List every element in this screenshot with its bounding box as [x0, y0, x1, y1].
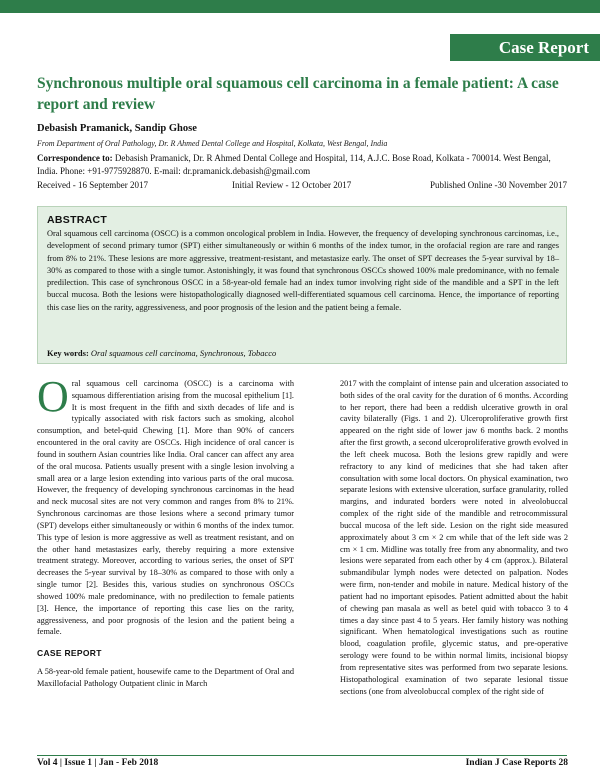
keywords	[47, 348, 276, 358]
published-date: Published Online -30 November 2017	[430, 180, 567, 190]
article-authors: Debasish Pramanick, Sandip Ghose	[37, 123, 197, 134]
review-date: Initial Review - 12 October 2017	[232, 180, 352, 190]
body-column-left	[37, 372, 294, 690]
page-header	[0, 0, 600, 66]
correspondence	[37, 152, 567, 178]
received-date: Received - 16 September 2017	[37, 180, 148, 190]
article-dates	[37, 180, 567, 192]
footer-journal-page: Indian J Case Reports 28	[465, 758, 568, 768]
case-continued-paragraph: 2017 with the complaint of intense pain and ulceration associated to both sides of the oral cavity for the duration of 6 months. According to her report, there had been a reddish ulcerative growth in oral cavity bilaterally (Figs. 1 and 2). Ulceroproliferative growth first appeared on the right side of lower jaw 6 months back. 2 months after the first growth, a second ulceroproliferative growth evolved in the left cheek mucosa. Both the lesions grew rapidly and were refractory to any kind of medicines that she had taken after consultation with some local doctors. On physical examination, two separate lesions with extensive ulceration, surface granularity, rolled margins, and indurated borders were noted in alveolobuccal complex of the right side of the mandible and retrocommissural buccal mucosa of the left side. Lesion on the right side measured approximately about 3 cm × 2 cm while that of the left side was 2 cm × 1 cm. Midline was totally free from any abnormality, and two lesions were separated from each other by 4 cm (approx.). Bilateral submandibular lymph nodes were detected on palpation. Nodes were firm, non-tender and mobile in nature. Medical history of the patient had no important episodes. Patient admitted about the habit of chewing pan masala as well as betel quid with tobacco 3 to 4 times a day since past 4 to 5 years. Her family history was nothing significant. When hematological investigations such as routine blood, coagulation profile, glycemic status, and pre-operative serology were found to be within normal limits, incisional biopsy from representative sites was performed from two separate lesions. Histopathological examination of two separate lesional tissue sections (one from alveolobuccal complex of the right side of	[340, 379, 568, 696]
case-paragraph: A 58-year-old female patient, housewife came to the Department of Oral and Maxillofacial Pathology Outpatient clinic in March	[37, 667, 294, 688]
body-column-right	[340, 378, 568, 697]
article-title: Synchronous multiple oral squamous cell carcinoma in a female patient: A case report and review	[37, 75, 559, 113]
case-report-heading: CASE REPORT	[37, 648, 102, 659]
author-affiliation: From Department of Oral Pathology, Dr. R Ahmed Dental College and Hospital, Kolkata, West Bengal, India	[37, 139, 388, 148]
header-color-band	[0, 0, 600, 13]
abstract-box	[37, 206, 567, 364]
correspondence-text: Debasish Pramanick, Dr. R Ahmed Dental College and Hospital, 114, A.J.C. Bose Road, Kolkata - 700014. West Bengal, India. Phone: +91-9775928870. E-mail: dr.pramanick.debasish@gmail.com	[37, 153, 551, 176]
keywords-label: Key words:	[47, 348, 89, 358]
correspondence-label: Correspondence to:	[37, 153, 113, 163]
intro-paragraph	[37, 372, 294, 638]
section-label: Case Report	[450, 34, 600, 61]
drop-cap: O	[37, 372, 69, 421]
footer-issue-info: Vol 4 | Issue 1 | Jan - Feb 2018	[37, 758, 159, 768]
abstract-heading: ABSTRACT	[47, 214, 108, 226]
keywords-list: Oral squamous cell carcinoma, Synchronous, Tobacco	[90, 348, 277, 358]
abstract-text: Oral squamous cell carcinoma (OSCC) is a common oncological problem in India. However, the frequency of developing synchronous carcinomas, i.e., development of second primary tumor (SPT) either simultaneously or within 6 months of the index tumor, in the orofacial region are rare and ranges from 8% to 21%. These lesions are more aggressive, treatment-resistant, and metastasize early. The onset of SPT decreases the 5-year survival by 18–30% as compared to those with a single tumor. Astonishingly, it was found that synchronous OSCCs showed 100% male predominance, with no female predilection. This case of synchronous OSCC in a 58-year-old female had an index tumor involving right side of the mandible and a SPT in the left buccal mucosa. Both the lesions were histopathologically diagnosed well-differentiated squamous cell carcinoma. Hence, the importance of reporting this case lies on the rarity, aggressiveness, and poor prognosis of the lesion and the patient being a female.	[47, 229, 559, 312]
footer-divider	[37, 755, 567, 756]
intro-text: ral squamous cell carcinoma (OSCC) is a carcinoma with squamous differentiation arising from the mucosal epithelium [1]. It is most frequent in the fifth and sixth decades of life and is typically associated with risk factors such as smoking, alcohol consumption, and betel-quid Chewing [1]. More than 90% of cancers encountered in the oral cavity are OSCCs. High incidence of oral cancer is found in southern Asian countries like India. Oral cancer can affect any area of the oral mucosa. Patients usually present with a single lesion involving a small area or a large lesion extending into various parts of the oral mucosa. However, the frequency of developing synchronous carcinomas in the head and neck mucosal sites are not very common and ranges from 8% to 21%. Synchronous carcinomas are those lesions where a second primary tumor (SPT) develops either simultaneously or within 6 months of the index tumor. This type of lesion is more aggressive as well as treatment resistant, and on the other hand metastasizes early, thereby requiring a more extensive treatment strategy. Moreover, according to various series, the onset of SPT decreases the 5-year survival by 18–30% as compared to those with only a single tumor [2]. Besides this, various studies on synchronous OSCCs showed 100% male predominance, with no predilection to female patients [3]. Hence, the importance of reporting this case lies on the rarity, aggressiveness, and poor prognosis of the lesion and the patient being a female.	[37, 379, 294, 637]
